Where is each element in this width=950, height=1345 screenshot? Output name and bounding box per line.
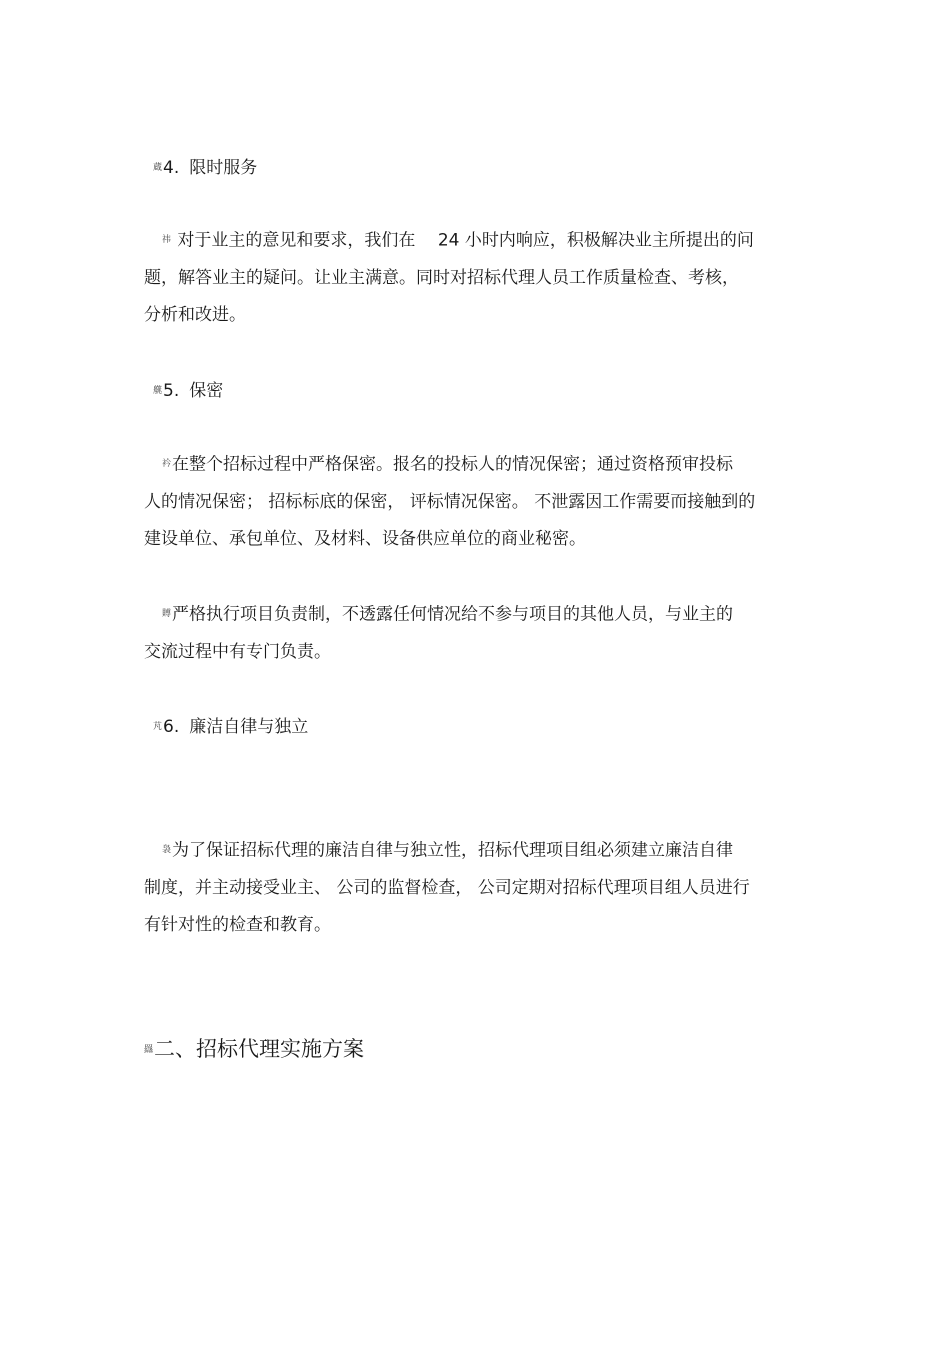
paragraph-line: 有针对性的检查和教育。 (144, 914, 331, 935)
paragraph-line: 人的情况保密； 招标标底的保密， 评标情况保密。 不泄露因工作需要而接触到的 (144, 491, 756, 512)
ocr-artifact-marker: 羉 (144, 1045, 153, 1055)
chapter-title: 二、招标代理实施方案 (154, 1037, 365, 1061)
ocr-artifact-marker: 艞 (153, 386, 162, 396)
section-number: 4. (163, 158, 180, 178)
paragraph-line: 祎 对于业主的意见和要求，我们在 24 小时内响应，积极解决业主所提出的问 (144, 222, 804, 260)
section-title: 廉洁自律与独立 (189, 717, 309, 737)
paragraph-line: 建设单位、承包单位、及材料、设备供应单位的商业秘密。 (144, 528, 586, 549)
ocr-artifact-marker: 賻 (162, 609, 171, 619)
section-title: 保密 (189, 381, 224, 401)
paragraph-line: 袅 为了保证招标代理的廉洁自律与独立性，招标代理项目组必须建立廉洁自律 (144, 832, 804, 870)
section-title: 限时服务 (189, 158, 258, 178)
paragraph-line: 制度，并主动接受业主、 公司的监督检查， 公司定期对招标代理项目组人员进行 (144, 877, 750, 898)
paragraph (144, 446, 804, 558)
ocr-artifact-marker: 芃 (153, 722, 162, 732)
paragraph (144, 596, 804, 671)
paragraph-line: 交流过程中有专门负责。 (144, 641, 331, 662)
ocr-artifact-marker: 祎 (162, 235, 171, 245)
ocr-artifact-marker: 蔵 (153, 163, 162, 173)
paragraph-line: 衿 在整个招标过程中严格保密。报名的投标人的情况保密；通过资格预审投标 (144, 446, 804, 484)
paragraph (144, 832, 804, 944)
paragraph (144, 222, 804, 334)
paragraph-line: 賻 严格执行项目负责制，不透露任何情况给不参与项目的其他人员，与业主的 (144, 596, 804, 634)
section-number: 6. (163, 717, 180, 737)
ocr-artifact-marker: 袅 (162, 845, 171, 855)
ocr-artifact-marker: 衿 (162, 459, 171, 469)
paragraph-line: 题，解答业主的疑问。让业主满意。同时对招标代理人员工作质量检查、考核， (144, 267, 739, 288)
section-heading-6 (153, 715, 308, 739)
chapter-heading (144, 1034, 364, 1065)
section-heading-5 (153, 379, 223, 403)
section-heading-4 (153, 156, 257, 180)
paragraph-line: 分析和改进。 (144, 304, 246, 325)
section-number: 5. (163, 381, 180, 401)
